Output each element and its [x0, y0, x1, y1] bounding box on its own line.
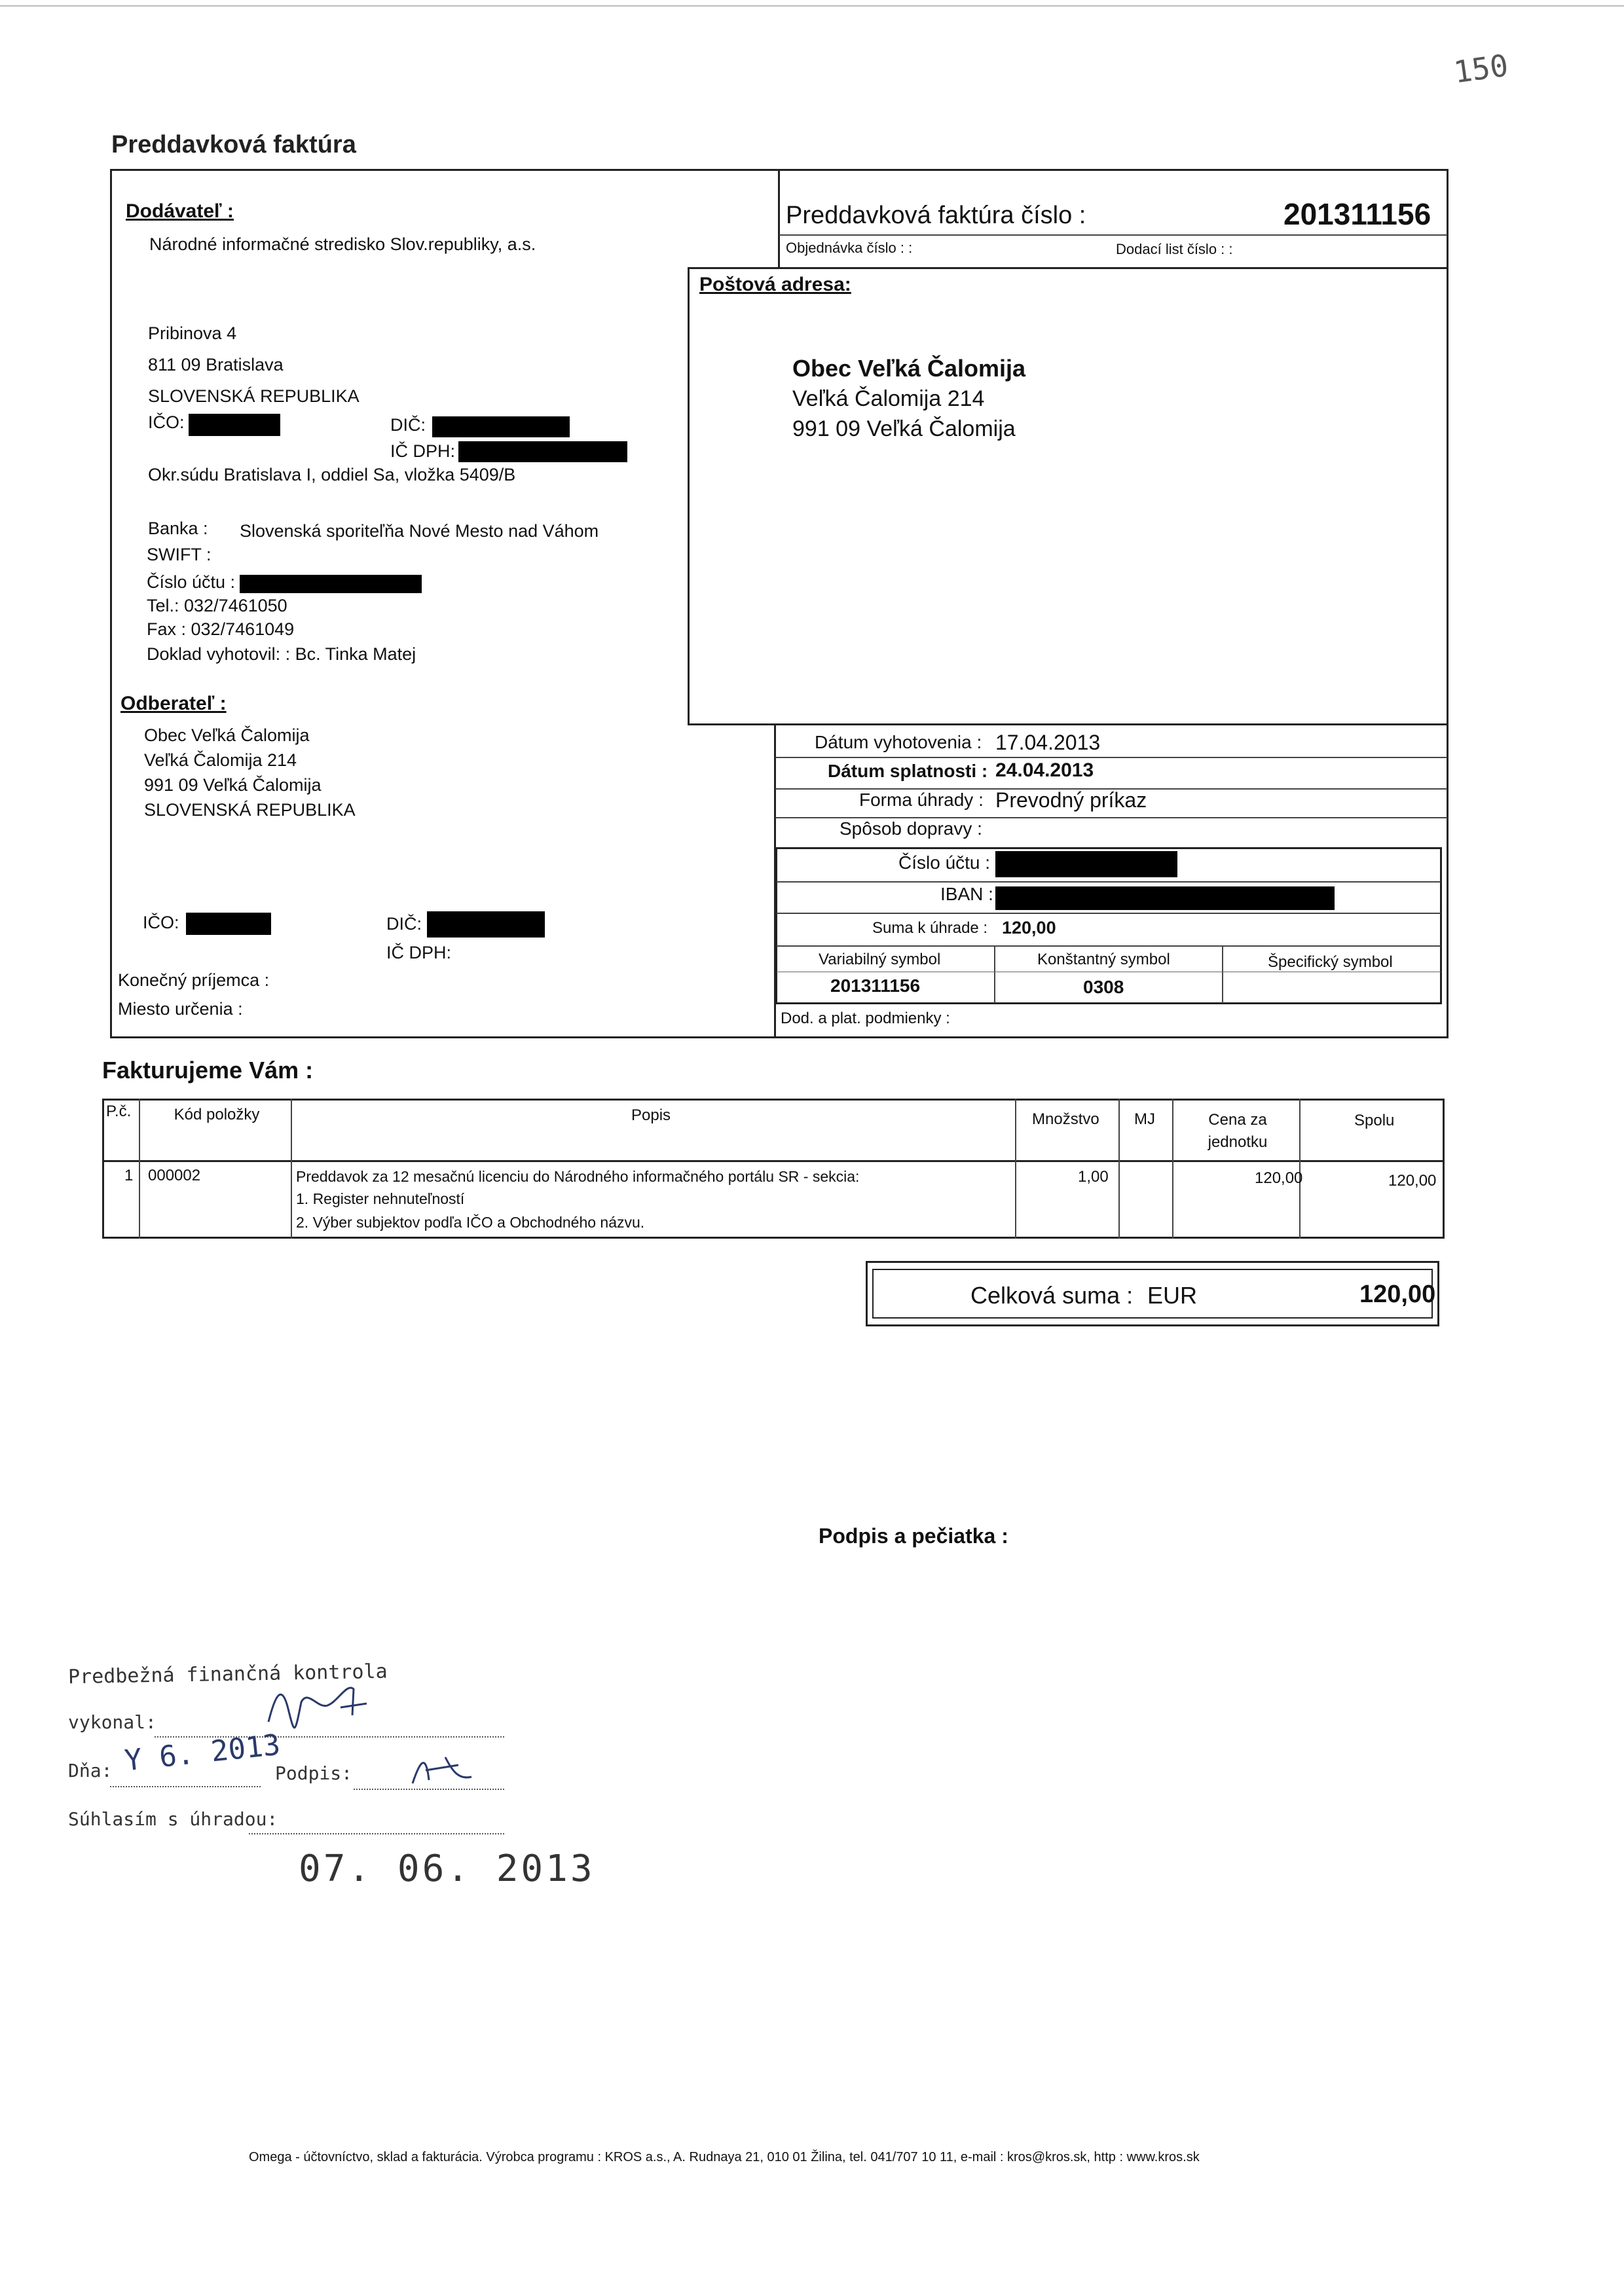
- row-desc-line1: Preddavok za 12 mesačnú licenciu do Národného informačného portálu SR - sekcia:: [296, 1168, 860, 1185]
- invoice-number: 201311156: [1283, 197, 1431, 231]
- supplier-heading: Dodávateľ :: [126, 200, 234, 222]
- customer-ico-redacted: [186, 913, 271, 935]
- header-qty: Množstvo: [1032, 1110, 1099, 1128]
- destination-label: Miesto určenia :: [118, 999, 243, 1019]
- payment-account-label: Číslo účtu :: [898, 852, 991, 873]
- corner-note: 150: [1451, 47, 1511, 90]
- supplier-name: Národné informačné stredisko Slov.republiky, a.s.: [149, 234, 536, 254]
- customer-city: 991 09 Veľká Čalomija: [144, 775, 322, 795]
- order-number-label: Objednávka číslo : :: [786, 240, 913, 256]
- items-header-rule: [103, 1160, 1443, 1162]
- payment-form-value: Prevodný príkaz: [995, 788, 1147, 812]
- customer-dic-label: DIČ:: [386, 914, 422, 934]
- stamp-agree-rule: [249, 1833, 504, 1834]
- issue-date-value: 17.04.2013: [995, 731, 1101, 754]
- postal-heading: Poštová adresa:: [699, 274, 851, 295]
- issue-date-label: Dátum vyhotovenia :: [815, 732, 982, 752]
- account-rule: [777, 881, 1441, 883]
- postal-name: Obec Veľká Čalomija: [792, 355, 1026, 382]
- items-heading: Fakturujeme Vám :: [102, 1057, 314, 1084]
- supplier-icdph-redacted: [458, 441, 627, 462]
- col-divider-unit: [1299, 1099, 1301, 1239]
- footer-text: Omega - účtovníctvo, sklad a fakturácia. Výrobca programu : KROS a.s., A. Rudnaya 21, 010 01 Žilina, tel. 041/707 10 11, e-mail : kros@kros.sk, http : www.kros.sk: [249, 2150, 1200, 2164]
- customer-name: Obec Veľká Čalomija: [144, 725, 310, 745]
- row-code: 000002: [148, 1167, 201, 1184]
- stamp-handwritten-date: Y 6. 2013: [122, 1728, 282, 1778]
- customer-heading: Odberateľ :: [120, 693, 227, 714]
- invoice-number-label: Preddavková faktúra číslo :: [786, 202, 1086, 229]
- due-date-label: Dátum splatnosti :: [828, 761, 988, 781]
- stamp-agree-label: Súhlasím s úhradou:: [68, 1808, 278, 1830]
- variable-symbol-label: Variabilný symbol: [819, 951, 941, 968]
- supplier-street: Pribinova 4: [148, 323, 237, 343]
- header-pc: P.č.: [106, 1102, 132, 1120]
- supplier-court: Okr.súdu Bratislava I, oddiel Sa, vložka 5409/B: [148, 465, 516, 484]
- scan-edge: [0, 5, 1624, 7]
- postal-address-box: [688, 267, 1449, 725]
- postal-city: 991 09 Veľká Čalomija: [792, 416, 1016, 441]
- symbols-divider-1: [994, 945, 995, 1003]
- header-divider: [778, 169, 780, 267]
- header-total: Spolu: [1354, 1112, 1395, 1129]
- header-desc: Popis: [631, 1106, 671, 1124]
- supplier-issued-by: Doklad vyhotovil: : Bc. Tinka Matej: [147, 644, 416, 664]
- delivery-note-label: Dodací list číslo : :: [1116, 241, 1233, 257]
- stamp-day-label: Dňa:: [68, 1760, 113, 1781]
- row-desc-line3: 2. Výber subjektov podľa IČO a Obchodného názvu.: [296, 1214, 645, 1231]
- row-qty: 1,00: [1078, 1168, 1109, 1186]
- supplier-fax: Fax : 032/7461049: [147, 619, 295, 639]
- row-desc-line2: 1. Register nehnuteľností: [296, 1190, 465, 1207]
- iban-label: IBAN :: [940, 884, 993, 904]
- variable-symbol-value: 201311156: [830, 975, 921, 996]
- issue-date-rule: [775, 757, 1447, 758]
- transport-label: Spôsob dopravy :: [840, 818, 982, 839]
- stamp-day-rule: [110, 1786, 261, 1787]
- row-pc: 1: [124, 1167, 134, 1184]
- stamp-control-title: Predbežná finančná kontrola: [67, 1660, 388, 1689]
- header-code: Kód položky: [174, 1106, 260, 1123]
- sum-due-value: 120,00: [1002, 918, 1056, 938]
- customer-ico-label: IČO:: [143, 913, 179, 932]
- iban-rule: [777, 913, 1441, 914]
- total-value: 120,00: [1359, 1281, 1436, 1308]
- supplier-bank-label: Banka :: [148, 519, 208, 538]
- col-divider-desc: [1015, 1099, 1016, 1239]
- signature-label: Podpis a pečiatka :: [819, 1524, 1008, 1548]
- stamp-sign-label: Podpis:: [275, 1762, 353, 1784]
- payment-account-redacted: [995, 851, 1177, 877]
- stamp-date: 07. 06. 2013: [299, 1848, 595, 1890]
- supplier-icdph-label: IČ DPH:: [390, 441, 456, 461]
- supplier-ico-redacted: [189, 414, 280, 436]
- supplier-dic-redacted: [432, 416, 570, 437]
- postal-street: Veľká Čalomija 214: [792, 386, 985, 411]
- customer-country: SLOVENSKÁ REPUBLIKA: [144, 800, 356, 820]
- header-mj: MJ: [1134, 1110, 1155, 1128]
- col-divider-mj: [1172, 1099, 1173, 1239]
- supplier-tel: Tel.: 032/7461050: [147, 596, 287, 615]
- supplier-ico-label: IČO:: [148, 412, 185, 432]
- customer-icdph-label: IČ DPH:: [386, 943, 452, 962]
- total-currency: EUR: [1147, 1282, 1198, 1309]
- invoice-number-rule: [779, 234, 1447, 236]
- header-unit-price: Cena za jednotku: [1208, 1111, 1268, 1151]
- customer-dic-redacted: [427, 911, 545, 938]
- supplier-account-label: Číslo účtu :: [147, 572, 236, 592]
- payment-form-label: Forma úhrady :: [859, 790, 984, 810]
- supplier-country: SLOVENSKÁ REPUBLIKA: [148, 386, 360, 406]
- supplier-dic-label: DIČ:: [390, 415, 426, 435]
- final-recipient-label: Konečný príjemca :: [118, 970, 270, 990]
- due-date-value: 24.04.2013: [995, 759, 1094, 781]
- sum-due-label: Suma k úhrade :: [872, 919, 988, 937]
- col-divider-pc: [139, 1099, 140, 1239]
- sum-rule: [777, 945, 1441, 947]
- document-title: Preddavková faktúra: [111, 131, 356, 158]
- row-total: 120,00: [1388, 1172, 1437, 1190]
- col-divider-qty: [1118, 1099, 1120, 1239]
- constant-symbol-label: Konštantný symbol: [1037, 951, 1170, 968]
- specific-symbol-label: Špecifický symbol: [1268, 953, 1393, 971]
- conditions-label: Dod. a plat. podmienky :: [781, 1010, 950, 1027]
- constant-symbol-value: 0308: [1083, 977, 1124, 997]
- supplier-city: 811 09 Bratislava: [148, 355, 284, 374]
- stamp-performed-by: vykonal:: [68, 1711, 157, 1733]
- iban-redacted: [995, 886, 1335, 910]
- row-unit-price: 120,00: [1255, 1169, 1303, 1187]
- supplier-bank-value: Slovenská sporiteľňa Nové Mesto nad Váhom: [240, 521, 599, 541]
- handwritten-signature-2: [406, 1744, 485, 1796]
- symbols-divider-2: [1222, 945, 1223, 1003]
- col-divider-code: [291, 1099, 292, 1239]
- supplier-swift-label: SWIFT :: [147, 545, 212, 564]
- supplier-account-redacted: [240, 575, 422, 593]
- total-label: Celková suma :: [970, 1282, 1134, 1309]
- customer-street: Veľká Čalomija 214: [144, 750, 297, 770]
